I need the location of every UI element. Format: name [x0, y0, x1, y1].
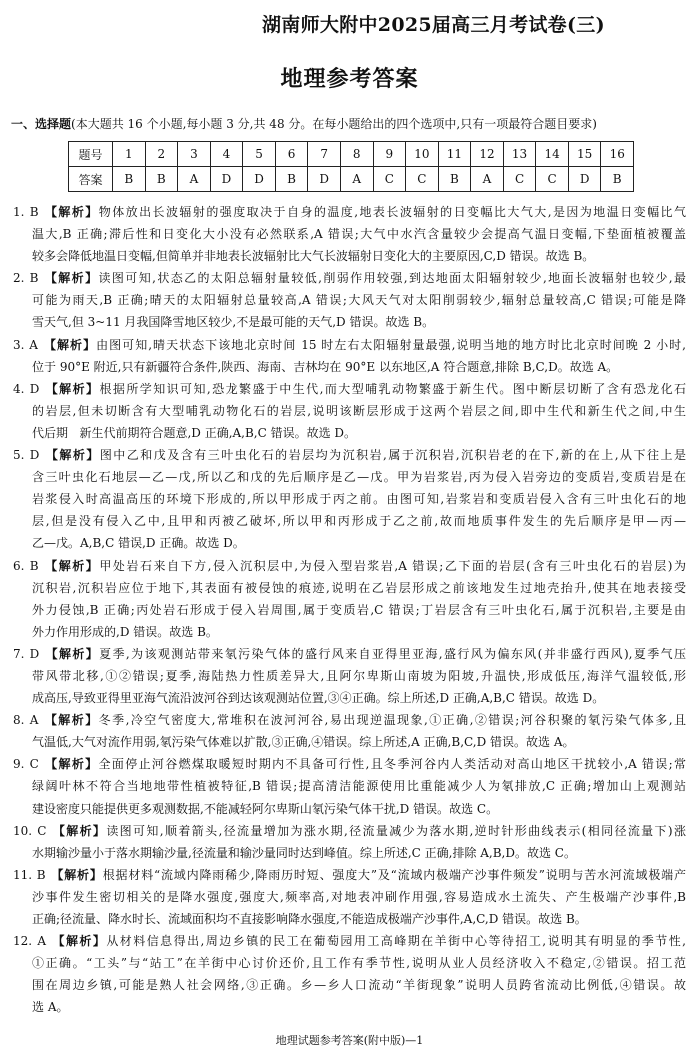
answer-label: 5. D: [13, 448, 40, 463]
answer-line: 建设密度只能提供更多观测数据,不能减轻阿尔卑斯山氡污染气体干扰,D 错误。故选 C。: [32, 801, 499, 816]
analysis-tag: 【解析】: [50, 867, 103, 882]
question-number-cell: 6: [275, 142, 308, 167]
answer-label: 12. A: [13, 934, 47, 949]
answer-item-4: [13, 378, 686, 444]
question-number-cell: 14: [536, 142, 569, 167]
answer-line: 围在周边乡镇,可能是熟人社会网络,③正确。乡—乡人口流动“羊街现象”说明人员跨省流动比例低,④错误。故: [32, 978, 686, 993]
answer-cell: A: [178, 167, 211, 192]
answer-cell: B: [145, 167, 178, 192]
answer-label: 7. D: [13, 646, 40, 661]
answer-item-7: [13, 643, 686, 709]
answer-text: 夏季,为该观测站带来氡污染气体的盛行风来自亚得里亚海,盛行风为偏东风(并非盛行西风),夏季气压: [99, 646, 686, 661]
section-note: (本大题共 16 个小题,每小题 3 分,共 48 分。在每小题给出的四个选项中,只有一项最符合题目要求): [71, 117, 597, 131]
answer-label: 9. C: [13, 757, 39, 772]
answer-label: 1. B: [13, 205, 39, 219]
answer-line: [13, 555, 686, 577]
question-number-cell: 1: [113, 142, 146, 167]
table-row-answers: [69, 167, 634, 192]
row-label: 题号: [69, 142, 113, 167]
answer-cell: D: [210, 167, 243, 192]
analysis-tag: 【解析】: [51, 934, 107, 949]
answer-cell: D: [568, 167, 601, 192]
answer-item-8: [13, 709, 686, 753]
answer-line: 雪天气,但 3~11 月我国降雪地区较少,不是最可能的天气,D 错误。故选 B。: [32, 315, 435, 330]
question-number-cell: 4: [210, 142, 243, 167]
answer-cell: D: [308, 167, 341, 192]
answer-line: ①正确。“工头”与“站工”在羊街中心讨价还价,且工作有季节性,说明从业人员经济收入不稳定,②错误。招工范: [32, 956, 686, 971]
answer-line: 外力作用形成的,D 错误。故选 B。: [32, 624, 218, 639]
answer-explanations: [13, 201, 686, 1018]
answer-label: 2. B: [13, 271, 39, 286]
question-number-cell: 8: [340, 142, 373, 167]
analysis-tag: 【解析】: [43, 271, 99, 286]
question-number-cell: 11: [438, 142, 471, 167]
answer-label: 8. A: [13, 713, 39, 728]
question-number-cell: 16: [601, 142, 634, 167]
analysis-tag: 【解析】: [42, 337, 97, 352]
answer-line: [13, 753, 686, 775]
answer-line: 可能为雨天,B 正确;晴天的太阳辐射总量较高,A 错误;大风天气对太阳削弱较少,辐射总量较高,C 错误;可能是降: [32, 293, 686, 308]
row-label: 答案: [69, 167, 113, 192]
answer-line: 乙—戊。A,B,C 错误,D 正确。故选 D。: [32, 536, 245, 551]
answer-cell: D: [243, 167, 276, 192]
answer-line: 气温低,大气对流作用弱,氡污染气体难以扩散,③正确,④错误。综上所述,A 正确,B,C,D 错误。故选 A。: [32, 735, 575, 750]
question-number-cell: 10: [406, 142, 439, 167]
answer-cell: C: [536, 167, 569, 192]
question-number-cell: 2: [145, 142, 178, 167]
section-title: 一、选择题: [11, 117, 72, 131]
section-heading: [11, 115, 689, 133]
answer-label: 11. B: [13, 867, 46, 882]
answer-line: 较多会降低地温日变幅,但简单并非地表长波辐射比大气长波辐射日变化大的主要原因,C,D 错误。故选 B。: [32, 249, 595, 264]
answer-line: [13, 444, 686, 466]
exam-title: 湖南师大附中2025届高三月考试卷(三): [262, 14, 605, 36]
answer-line: 含三叶虫化石地层—乙—戊,所以乙和戊的先后顺序是乙—戊。甲为岩浆岩,丙为侵入岩旁边的变质岩,变质岩是在: [32, 470, 686, 485]
analysis-tag: 【解析】: [43, 205, 99, 219]
answer-line: [13, 709, 686, 731]
question-number-cell: 9: [373, 142, 406, 167]
answer-cell: B: [275, 167, 308, 192]
answer-line: 成高压,导致亚得里亚海气流沿波河谷到达该观测站位置,③④正确。综上所述,D 正确,A,B,C 错误。故选 D。: [32, 691, 605, 706]
answer-text: 全面停止河谷燃煤取暖短时期内不具备可行性,且冬季河谷内人类活动对高山地区干扰较小,A 错误;常: [98, 757, 686, 772]
answer-item-12: [13, 930, 686, 1018]
answer-cell: C: [503, 167, 536, 192]
answer-line: [13, 864, 686, 886]
answer-cell: C: [406, 167, 439, 192]
question-number-cell: 3: [178, 142, 211, 167]
answer-item-10: [13, 820, 686, 864]
question-number-cell: 5: [243, 142, 276, 167]
answer-cell: B: [113, 167, 146, 192]
question-number-cell: 15: [568, 142, 601, 167]
answer-item-9: [13, 753, 686, 819]
answer-line: 沉积岩,沉积岩应位于地下,其表面有被侵蚀的痕迹,说明在乙岩层形成之前该地发生过地壳抬升,使其在地表接受: [32, 580, 686, 595]
answer-line: [13, 820, 686, 842]
answer-line: [13, 334, 686, 356]
answer-item-3: [13, 334, 686, 378]
answer-line: 的岩层,但未切断含有大型哺乳动物化石的岩层,说明该断层形成于这两个岩层之间,即中生代和新生代之间,中生: [32, 403, 686, 418]
answer-cell: A: [340, 167, 373, 192]
answer-line: [13, 201, 686, 223]
answer-item-6: [13, 555, 686, 643]
answer-line: 沙事件发生密切相关的是降水强度,强度大,频率高,对地表冲刷作用强,容易造成水土流失、产生极端产沙事件,B: [32, 889, 686, 904]
answer-line: 位于 90°E 附近,只有新疆符合条件,陕西、海南、吉林均在 90°E 以东地区,A 符合题意,排除 B,C,D。故选 A。: [32, 359, 619, 374]
answer-line: 岩浆侵入时高温高压的环境下形成的,所以甲形成于丙之前。由图可知,岩浆岩和变质岩侵入含有三叶虫化石的地: [32, 492, 686, 507]
answer-cell: B: [438, 167, 471, 192]
answer-item-11: [13, 864, 686, 930]
answer-label: 3. A: [13, 337, 38, 352]
analysis-tag: 【解析】: [44, 448, 100, 463]
answer-line: 正确;径流量、降水时长、流域面积均不直接影响降水强度,不能造成极端产沙事件,A,C,D 错误。故选 B。: [32, 912, 587, 926]
analysis-tag: 【解析】: [44, 381, 100, 396]
answer-line: 外力侵蚀,B 正确;丙处岩石形成于侵入岩周围,属于变质岩,C 错误;丁岩层含有三叶虫化石,属于沉积岩,主要是由: [32, 602, 686, 617]
answer-line: 代后期 新生代前期符合题意,D 正确,A,B,C 错误。故选 D。: [32, 425, 357, 440]
answer-text: 根据所学知识可知,恐龙繁盛于中生代,而大型哺乳动物繁盛于新生代。图中断层切断了含有恐龙化石: [99, 381, 686, 396]
question-number-cell: 13: [503, 142, 536, 167]
answer-text: 甲处岩石来自下方,侵入沉积层中,为侵入型岩浆岩,A 错误;乙下面的岩层(含有三叶虫化石的岩层)为: [99, 558, 686, 573]
answer-label: 4. D: [13, 381, 40, 396]
answer-label: 10. C: [13, 823, 47, 838]
answer-text: 冬季,冷空气密度大,常堆积在波河河谷,易出现逆温现象,①正确,②错误;河谷积聚的氡污染气体多,且: [98, 713, 686, 728]
analysis-tag: 【解析】: [44, 646, 100, 661]
answer-label: 6. B: [13, 558, 39, 573]
answer-line: [13, 267, 686, 289]
question-number-cell: 7: [308, 142, 341, 167]
answer-item-2: [13, 267, 686, 333]
answer-line: 选 A。: [32, 1000, 69, 1015]
analysis-tag: 【解析】: [43, 558, 100, 573]
answer-line: 带风带北移,①②错误;夏季,海陆热力性质差异大,且阿尔卑斯山南坡为阳坡,升温快,形成低压,海洋气温较低,形: [32, 668, 686, 683]
answer-line: 水期输沙量小于落水期输沙量,径流量和输沙量同时达到峰值。综上所述,C 正确,排除 A,B,D。故选 C。: [32, 845, 576, 860]
table-row-question-numbers: [69, 142, 634, 167]
answer-text: 从材料信息得出,周边乡镇的民工在葡萄园用工高峰期在羊街中心等待招工,说明其有明显的季节性,: [106, 934, 686, 949]
answer-line: [13, 378, 686, 400]
answer-cell: C: [373, 167, 406, 192]
answer-cell: A: [471, 167, 504, 192]
answer-line: 层,但是没有侵入乙中,且甲和丙被乙破坏,所以甲和丙形成于乙之前,故而地质事件发生的先后顺序是甲—丙—: [32, 514, 686, 529]
question-number-cell: 12: [471, 142, 504, 167]
answer-line: 温大,B 正确;滞后性和日变化大小没有必然联系,A 错误;大气中水汽含量较少会提高气温日变幅,下垫面植被覆盖: [32, 227, 686, 242]
analysis-tag: 【解析】: [43, 713, 99, 728]
answer-text: 图中乙和戊及含有三叶虫化石的岩层均为沉积岩,属于沉积岩,沉积岩老的在下,新的在上,从下往上是: [99, 448, 686, 463]
page-footer: 地理试题参考答案(附中版)—1: [275, 1034, 424, 1047]
analysis-tag: 【解析】: [51, 823, 107, 838]
answer-table: [68, 141, 634, 192]
answer-text: 由图可知,晴天状态下该地北京时间 15 时左右太阳辐射量最强,说明当地的地方时比北京时间晚 2 小时,: [96, 337, 686, 352]
answer-line: [13, 930, 686, 952]
answer-text: 根据材料“流域内降雨稀少,降雨历时短、强度大”及“流域内极端产沙事件频发”说明与苦水河流域极端产: [102, 867, 686, 882]
answer-line: 绿阔叶林不符合当地地带性植被特征,B 错误;提高清洁能源使用比重能减少人为氡排放,C 正确;增加山上观测站: [32, 779, 686, 794]
answer-cell: B: [601, 167, 634, 192]
answer-item-1: [13, 201, 686, 267]
answer-line: [13, 643, 686, 665]
answer-item-5: [13, 444, 686, 554]
answer-text: 物体放出长波辐射的强度取决于自身的温度,地表长波辐射的日变幅比大气大,是因为地温日变幅比气: [98, 205, 686, 219]
answer-text: 读图可知,状态乙的太阳总辐射量较低,削弱作用较强,到达地面太阳辐射较少,地面长波辐射也较少,最: [98, 271, 686, 286]
document-subtitle: 地理参考答案: [280, 66, 419, 92]
analysis-tag: 【解析】: [43, 757, 99, 772]
answer-text: 读图可知,顺着箭头,径流量增加为涨水期,径流量减少为落水期,逆时针形曲线表示(相同径流量下)涨: [106, 823, 686, 838]
